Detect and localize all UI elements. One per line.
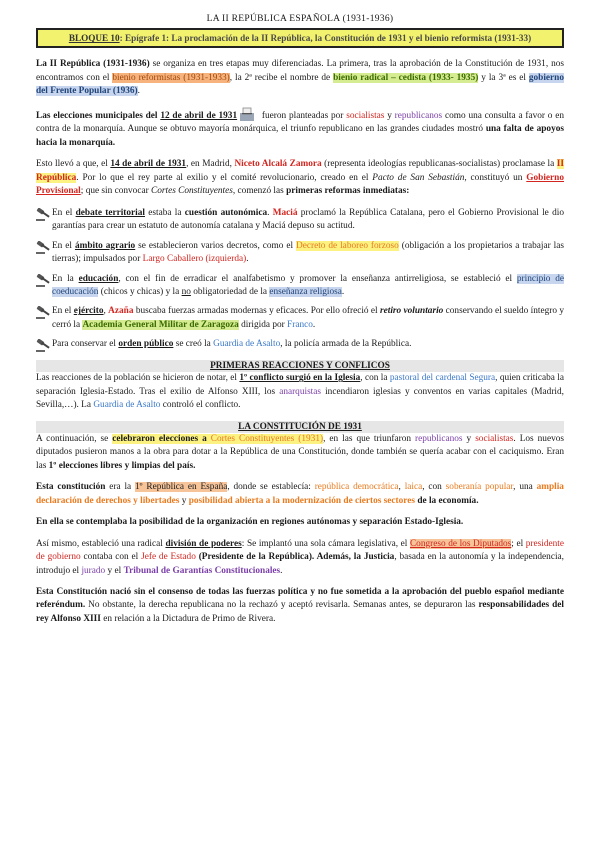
text: república democrática	[314, 482, 399, 493]
document-title: LA II REPÚBLICA ESPAÑOLA (1931-1936)	[206, 14, 394, 24]
text: republicanos	[394, 110, 443, 121]
text: pastoral del cardenal Segura	[389, 373, 496, 384]
text: buscaba fuerzas armadas modernas y eficaces. Por ello ofreció el	[133, 306, 380, 317]
text: 1º conflicto surgió en la Iglesia	[239, 373, 361, 384]
text: republicanos	[415, 433, 463, 444]
text: Para conservar el	[52, 339, 119, 350]
text: Tribunal de Garantías Constitucionales	[123, 565, 281, 576]
text: cuestión autonómica	[184, 207, 268, 218]
text: Cortes Constituyentes	[151, 186, 233, 197]
topic-label: BLOQUE 10	[68, 33, 120, 43]
text: , la policía armada de la República.	[280, 339, 412, 350]
highlight-text: bienio reformistas (1931-1933)	[112, 72, 230, 83]
text: y	[462, 433, 476, 444]
text: soberanía popular	[445, 482, 514, 493]
division-poderes-paragraph	[36, 538, 564, 578]
text: (obligación a los propietarios a trabajar las tierras); impulsados por	[52, 240, 564, 265]
text: , la 2ª recibe el nombre de	[229, 72, 334, 83]
text: , en las que triunfaron	[323, 433, 416, 444]
text: Jefe de Estado	[141, 552, 196, 563]
text: ámbito agrario	[74, 240, 136, 251]
text: socialistas	[475, 433, 514, 444]
bullet-territorial	[36, 207, 564, 234]
text: , constituyó un	[464, 172, 527, 183]
highlight-text: bienio radical – cedista (1933- 1935)	[333, 72, 479, 83]
text: (chicos y chicas) y la	[98, 286, 182, 297]
text: no	[181, 286, 191, 297]
text: ; que sin convocar	[80, 186, 152, 197]
text: En el	[52, 306, 74, 317]
text: división de poderes	[165, 538, 242, 549]
reacciones-paragraph	[36, 372, 564, 412]
text: proclamó la República Catalana, pero el Gobierno Provisional le dio garantías para crear un estatuto de autonomía catalana y Maciá depuso su actitud.	[52, 207, 564, 232]
text: , con la	[360, 373, 390, 384]
ballot-box-icon	[237, 107, 259, 121]
text: Guardia de Asalto	[213, 339, 281, 350]
text: . Los nuevos diputados pusieron manos a la obra para dotar a la República de una Constitución, donde también se quería acabar con el caciquismo. Eran las	[36, 433, 564, 471]
text: y el	[105, 565, 124, 576]
highlight-text: gobierno del Frente Popular (1936)	[36, 72, 564, 97]
text: Justicia	[363, 552, 395, 563]
text: Guardia de Asalto	[93, 400, 161, 411]
topic-text: : Epígrafe 1: La proclamación de la II República, la Constitución de 1931 y el bienio reformista (1931-33)	[119, 33, 532, 43]
text: . Por lo que el rey parte al exilio y el comité revolucionario, creado en el	[76, 172, 373, 183]
text: .	[341, 286, 345, 297]
text: (representa ideologías republicanas-socialistas) proclamase la	[321, 159, 557, 170]
text: .	[246, 254, 249, 265]
highlight-text: Congreso de los Diputados	[409, 538, 512, 549]
text: ejército	[73, 306, 104, 317]
text: retiro voluntario	[380, 306, 444, 317]
text: Maciá	[272, 207, 298, 218]
text: controló el conflicto.	[160, 400, 241, 411]
highlight-text: Decreto de laboreo forzoso	[296, 240, 399, 251]
highlight-text: 1º República en España	[135, 482, 228, 493]
text: Pacto de San Sebastián	[372, 172, 465, 183]
text: obligatoriedad de la	[190, 286, 270, 297]
text: En la	[52, 273, 79, 284]
text: responsabilidades del rey Alfonso XIII	[36, 600, 564, 624]
referendum-paragraph	[36, 586, 564, 626]
text: anarquistas	[279, 386, 322, 397]
text: Azaña	[108, 306, 134, 317]
text: educación	[78, 273, 119, 284]
constitucion-paragraph	[36, 481, 564, 508]
gavel-icon	[36, 208, 52, 221]
text: Las elecciones municipales del	[36, 110, 161, 121]
text: .	[267, 207, 273, 218]
text: Esta Constitución nació sin el consenso de todas las fuerzas política y no fue sometida a la aprobación del pueblo español mediante referéndum.	[36, 587, 564, 611]
topic-box	[36, 28, 564, 48]
autonomias-paragraph: En ella se contemplaba la posibilidad de la organización en regiones autónomas y separación Estado-Iglesia.	[36, 517, 464, 528]
text: Largo Caballero (izquierda)	[142, 254, 247, 265]
gavel-icon	[36, 274, 52, 287]
intro-paragraph	[36, 58, 564, 98]
bullet-orden-publico	[36, 338, 564, 352]
text: , con el fin de erradicar el analfabetismo y promover la enseñanza antirreligiosa, se estableció el	[118, 273, 517, 284]
text: en relación a la Dictadura de Primo de Rivera.	[100, 613, 276, 624]
text: , en Madrid,	[186, 159, 235, 170]
bullet-educacion	[36, 273, 564, 300]
text: Las reacciones de la población se hicieron de notar, el	[36, 373, 240, 384]
text: contaba con el	[80, 552, 142, 563]
text: : Se implantó una sola cámara legislativa, el	[241, 538, 410, 549]
text: primeras reformas inmediatas:	[286, 186, 410, 197]
section-heading-constitucion: LA CONSTITUCIÓN DE 1931	[36, 421, 564, 433]
highlight-text: celebraron elecciones a	[112, 433, 211, 444]
text: Niceto Alcalá Zamora	[234, 159, 322, 170]
text: debate territorial	[75, 207, 145, 218]
text: , quien criticaba la separación Iglesia-Estado. Tras el exilio de Alfonso XIII, los	[36, 373, 564, 397]
text: , donde se establecía:	[227, 482, 315, 493]
text: .	[280, 565, 283, 576]
text: , basada en la autonomía y la independencia, introdujo el	[36, 552, 564, 576]
text: No obstante, la derecha republicana no la rechazó y aceptó revisarla. Semanas antes, se depuraron las	[85, 600, 479, 611]
text: socialistas	[346, 110, 385, 121]
text: En el	[52, 240, 75, 251]
text: ; el	[511, 538, 526, 549]
text: La II República (1931-1936)	[36, 59, 150, 70]
text: fueron planteadas por	[259, 110, 347, 121]
text: presidente de gobierno	[36, 538, 564, 563]
text: una falta de apoyos hacia la monarquía.	[36, 124, 564, 148]
bullet-ejercito	[36, 305, 564, 332]
text: (Presidente de la República). Además, la	[195, 552, 364, 563]
elections-paragraph	[36, 107, 564, 150]
text: dirigida por	[238, 319, 288, 330]
text: Así mismo, estableció una radical	[36, 538, 166, 549]
text: .	[312, 319, 316, 330]
highlight-text: enseñanza religiosa	[269, 286, 342, 297]
text: Esta constitución	[36, 482, 110, 493]
gavel-icon	[36, 306, 52, 319]
text: se establecieron varios decretos, como el	[135, 240, 297, 251]
text: Franco	[287, 319, 313, 330]
text: como una consulta a favor o en contra de la monarquía. Aunque se obtuvo mayoría monárquica, el triunfo republicano en las grandes ciudades mostró	[36, 110, 564, 135]
text: laica	[404, 482, 423, 493]
highlight-text: principio de coeducación	[52, 273, 565, 297]
text: de la economía.	[415, 495, 479, 506]
text: y	[384, 110, 395, 121]
date-text: 12 de abril de 1931	[160, 110, 238, 121]
text: conservando el sueldo íntegro y cerró la	[52, 306, 564, 330]
text: .	[137, 86, 140, 97]
text: , comenzó las	[232, 186, 287, 197]
document-page	[36, 14, 564, 634]
text: A continuación, se	[36, 433, 113, 444]
elecciones-cortes-paragraph	[36, 433, 564, 473]
text: estaba la	[144, 207, 185, 218]
text: y la 3ª es el	[478, 72, 529, 83]
section-heading-reacciones: PRIMERAS REACCIONES Y CONFLICOS	[36, 360, 564, 372]
bullet-agrario	[36, 240, 564, 267]
date-text: 14 de abril de 1931	[110, 159, 187, 170]
highlight-text: Academia General Militar de Zaragoza	[82, 319, 239, 330]
gavel-icon	[36, 241, 52, 254]
text: se organiza en tres etapas muy diferenciadas. La primera, tras la aprobación de la Constitución de 1931, nos encontramos con el	[36, 59, 564, 83]
highlight-text: Cortes Constituyentes (1931)	[210, 433, 324, 444]
text: En el	[52, 207, 76, 218]
text: ,	[103, 306, 109, 317]
text: era la	[109, 482, 135, 493]
text: 1º elecciones libres y limpias del país.	[48, 460, 196, 471]
text: , una	[513, 482, 537, 493]
text: amplia declaración de derechos y libertades	[36, 482, 564, 506]
highlight-text: II República	[36, 159, 565, 183]
text: y	[179, 495, 189, 506]
text: Gobierno Provisional	[36, 172, 564, 197]
text: ,	[398, 482, 405, 493]
proclamation-paragraph	[36, 158, 564, 198]
gavel-icon	[36, 339, 52, 352]
text: jurado	[81, 565, 106, 576]
text: orden público	[118, 339, 174, 350]
text: , con	[422, 482, 446, 493]
text: se creó la	[173, 339, 214, 350]
text: incendiaron iglesias y conventos en varias capitales (Madrid, Sevilla,…). La	[36, 386, 564, 411]
text: Esto llevó a que, el	[36, 159, 111, 170]
text: posibilidad abierta a la modernización de ciertos sectores	[188, 495, 415, 506]
